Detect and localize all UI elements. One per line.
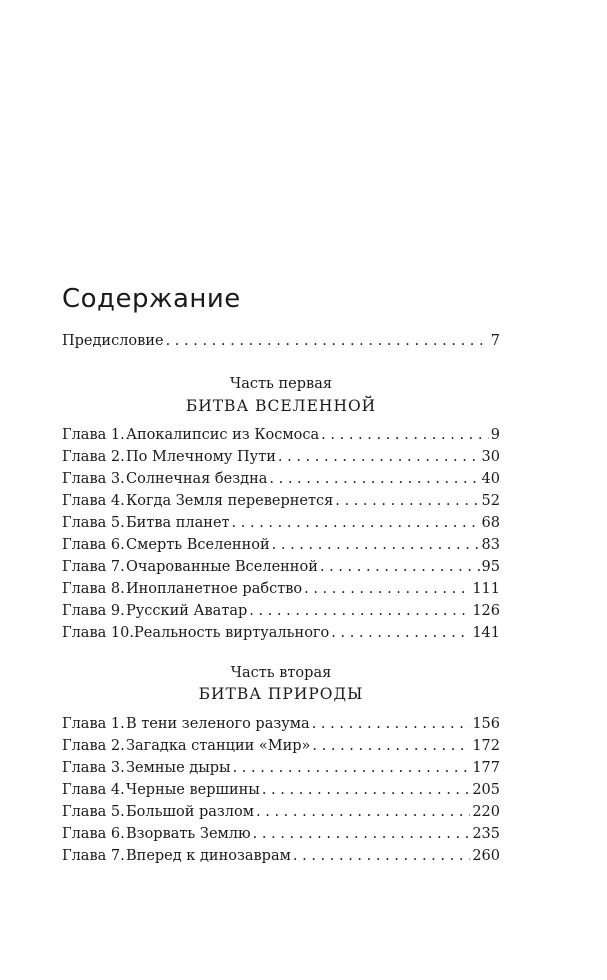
chapter-title: Земные дыры: [126, 760, 231, 776]
toc-page-number: 126: [472, 603, 500, 619]
chapter-number: Глава 5.: [62, 804, 125, 820]
contents-heading: Содержание: [62, 284, 241, 314]
toc-page-number: 111: [472, 581, 500, 597]
chapter-number: Глава 1.: [62, 716, 125, 732]
toc-page-number: 95: [481, 559, 500, 575]
dot-leader: [232, 513, 480, 533]
dot-leader: [272, 535, 480, 555]
chapter-number: Глава 4.: [62, 782, 125, 798]
chapter-title: Черные вершины: [126, 782, 260, 798]
dot-leader: [335, 491, 479, 511]
toc-entry[interactable]: [62, 579, 500, 599]
toc-entry[interactable]: [62, 824, 500, 844]
chapter-number: Глава 8.: [62, 581, 125, 597]
dot-leader: [293, 846, 470, 866]
dot-leader: [312, 736, 470, 756]
toc-page-number: 141: [472, 625, 500, 641]
chapter-number: Глава 7.: [62, 848, 125, 864]
dot-leader: [269, 469, 479, 489]
chapter-title: Когда Земля перевернется: [126, 493, 334, 509]
chapter-title: Инопланетное рабство: [126, 581, 303, 597]
chapter-number: Глава 5.: [62, 515, 125, 531]
toc-page-number: 177: [472, 760, 500, 776]
chapter-number: Глава 10.: [62, 625, 134, 641]
chapter-title: Очарованные Вселенной: [126, 559, 318, 575]
toc-page-number: 30: [481, 449, 500, 465]
toc-page-number: 52: [481, 493, 500, 509]
part-two-label: Часть вторая: [230, 665, 332, 681]
dot-leader: [166, 331, 489, 351]
toc-page-number: 260: [472, 848, 500, 864]
dot-leader: [278, 447, 480, 467]
toc-entry[interactable]: [62, 780, 500, 800]
toc-entry[interactable]: [62, 714, 500, 734]
chapter-number: Глава 3.: [62, 760, 125, 776]
toc-page-number: 68: [481, 515, 500, 531]
toc-entry[interactable]: [62, 447, 500, 467]
toc-entry[interactable]: [62, 623, 500, 643]
dot-leader: [249, 601, 470, 621]
toc-entry[interactable]: [62, 802, 500, 822]
toc-page-number: 7: [490, 333, 500, 349]
chapter-title: Взорвать Землю: [126, 826, 251, 842]
chapter-number: Глава 3.: [62, 471, 125, 487]
chapter-number: Глава 2.: [62, 449, 125, 465]
toc-entry[interactable]: [62, 758, 500, 778]
chapter-title: Солнечная бездна: [126, 471, 268, 487]
chapter-number: Глава 2.: [62, 738, 125, 754]
chapter-number: Глава 9.: [62, 603, 125, 619]
toc-entry[interactable]: [62, 491, 500, 511]
part-one-title: БИТВА ВСЕЛЕННОЙ: [185, 397, 377, 415]
dot-leader: [262, 780, 470, 800]
dot-leader: [233, 758, 471, 778]
dot-leader: [256, 802, 470, 822]
chapter-title: Вперед к динозаврам: [126, 848, 291, 864]
chapter-number: Глава 7.: [62, 559, 125, 575]
toc-entry[interactable]: [62, 535, 500, 555]
chapter-title: Смерть Вселенной: [126, 537, 270, 553]
toc-entry[interactable]: [62, 425, 500, 445]
toc-entry-preface[interactable]: [62, 331, 500, 351]
chapter-number: Глава 6.: [62, 826, 125, 842]
toc-entry[interactable]: [62, 736, 500, 756]
toc-page-number: 9: [490, 427, 500, 443]
toc-page-number: 220: [472, 804, 500, 820]
part-two-title: БИТВА ПРИРОДЫ: [198, 685, 364, 703]
dot-leader: [331, 623, 470, 643]
toc-entry[interactable]: [62, 469, 500, 489]
chapter-title: Апокалипсис из Космоса: [126, 427, 320, 443]
chapter-title: Большой разлом: [126, 804, 255, 820]
part-one-label: Часть первая: [230, 376, 332, 392]
chapter-title: Реальность виртуального: [134, 625, 330, 641]
toc-entry-title: Предисловие: [62, 333, 164, 349]
toc-page-number: 172: [472, 738, 500, 754]
toc-page-number: 205: [472, 782, 500, 798]
toc-entry[interactable]: [62, 601, 500, 621]
chapter-title: В тени зеленого разума: [126, 716, 310, 732]
chapter-number: Глава 4.: [62, 493, 125, 509]
toc-page-number: 156: [472, 716, 500, 732]
chapter-title: Загадка станции «Мир»: [126, 738, 311, 754]
dot-leader: [253, 824, 471, 844]
chapter-title: Битва планет: [126, 515, 230, 531]
dot-leader: [304, 579, 470, 599]
toc-entry[interactable]: [62, 513, 500, 533]
toc-page-number: 40: [481, 471, 500, 487]
toc-entry[interactable]: [62, 846, 500, 866]
toc-entry[interactable]: [62, 557, 500, 577]
toc-page-number: 83: [481, 537, 500, 553]
dot-leader: [321, 425, 489, 445]
toc-page-number: 235: [472, 826, 500, 842]
chapter-title: По Млечному Пути: [126, 449, 276, 465]
chapter-number: Глава 6.: [62, 537, 125, 553]
dot-leader: [312, 714, 471, 734]
chapter-title: Русский Аватар: [126, 603, 248, 619]
dot-leader: [320, 557, 480, 577]
chapter-number: Глава 1.: [62, 427, 125, 443]
